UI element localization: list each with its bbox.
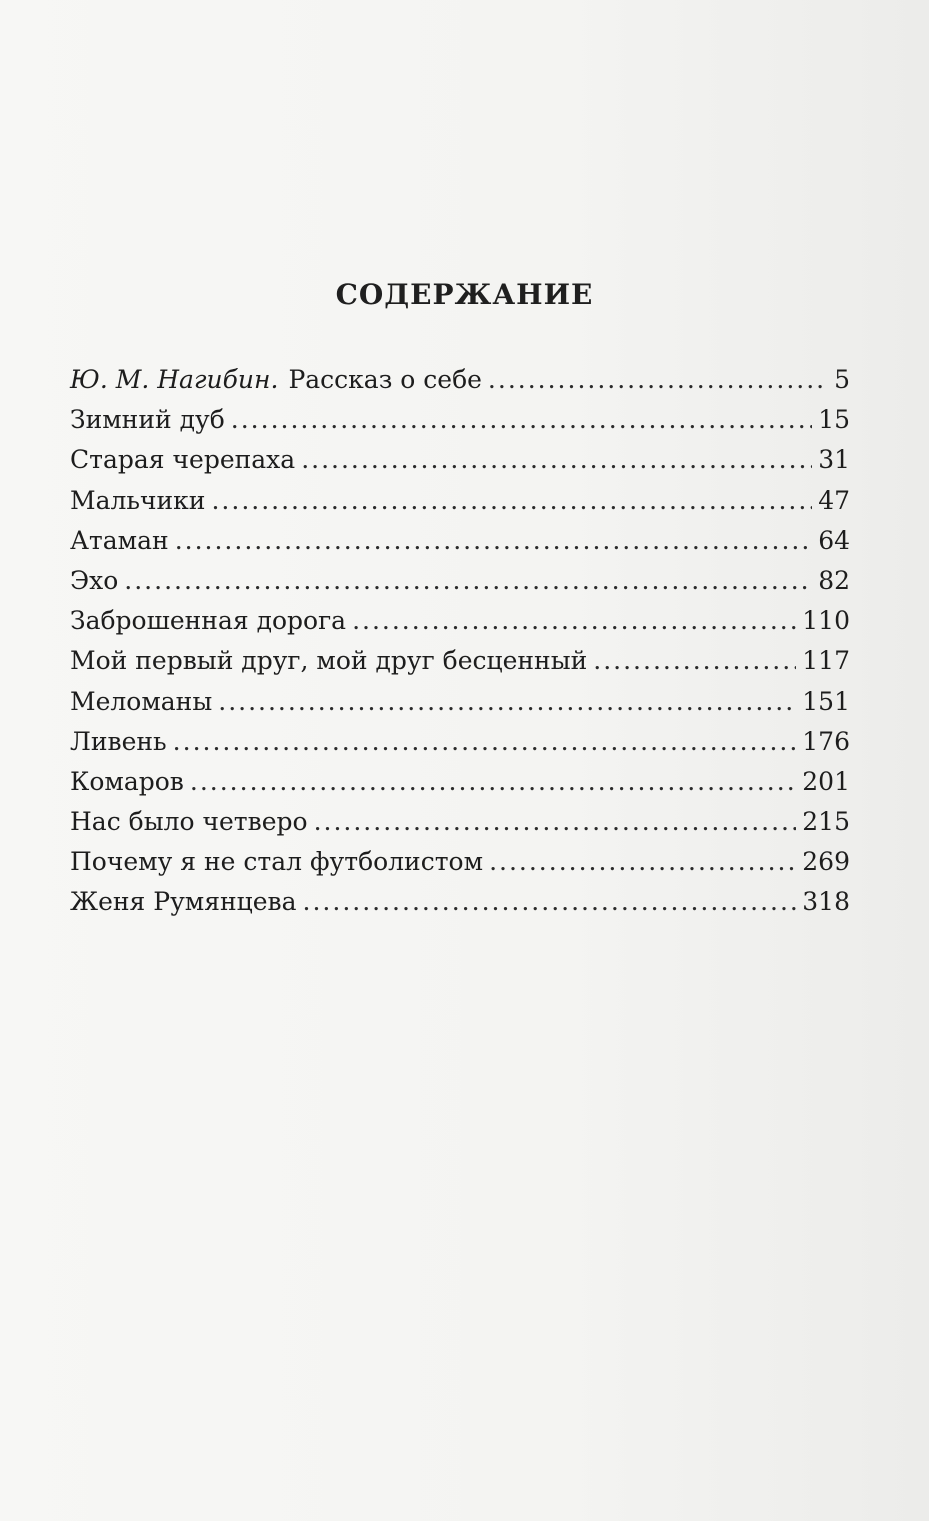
entry-page-number: 215: [802, 807, 850, 837]
entry-page-number: 47: [818, 485, 850, 515]
entry-page-number: 5: [834, 365, 850, 394]
page-title: СОДЕРЖАНИЕ: [335, 278, 594, 311]
dot-leader: [175, 521, 813, 561]
entry-page-number: 201: [802, 766, 850, 796]
dot-leader: [489, 842, 796, 882]
entry-page-number: 117: [802, 646, 850, 676]
entry-page-number: 82: [818, 565, 850, 595]
entry-page-number: 31: [818, 445, 850, 475]
toc-entry: [70, 360, 850, 400]
dot-leader: [231, 400, 812, 440]
entry-title: Атаман: [70, 525, 169, 555]
toc-entry: [70, 762, 850, 802]
toc-entry: [70, 521, 850, 561]
entry-title: Эхо: [70, 565, 119, 595]
entry-page-number: 151: [802, 686, 850, 716]
toc-entry: [70, 400, 850, 440]
dot-leader: [173, 722, 797, 762]
entry-title: Почему я не стал футболистом: [70, 847, 484, 877]
table-of-contents: [70, 360, 850, 923]
toc-entry: [70, 842, 850, 882]
entry-page-number: 269: [802, 847, 850, 877]
entry-title: Зимний дуб: [70, 405, 225, 435]
toc-entry: [70, 561, 850, 601]
entry-title: Мальчики: [70, 485, 206, 515]
entry-page-number: 110: [802, 606, 850, 636]
entry-page-number: 15: [818, 405, 850, 435]
toc-entry: [70, 682, 850, 722]
toc-entry: [70, 722, 850, 762]
entry-title: Мой первый друг, мой друг бесценный: [70, 646, 588, 676]
toc-entry: [70, 481, 850, 521]
entry-page-number: 64: [818, 525, 850, 555]
entry-title: Заброшенная дорога: [70, 606, 347, 636]
toc-entry: [70, 641, 850, 681]
entry-title: Ливень: [70, 726, 167, 756]
toc-entry: [70, 601, 850, 641]
dot-leader: [190, 762, 796, 802]
dot-leader: [301, 440, 812, 480]
dot-leader: [352, 601, 796, 641]
dot-leader: [593, 641, 796, 681]
entry-title: Меломаны: [70, 686, 213, 716]
dot-leader: [211, 481, 812, 521]
dot-leader: [303, 882, 797, 922]
entry-author: Ю. М. Нагибин.: [70, 365, 279, 394]
toc-entry: [70, 882, 850, 922]
entry-title: Женя Румянцева: [70, 887, 297, 917]
toc-entry: [70, 440, 850, 480]
toc-entry: [70, 802, 850, 842]
entry-title: Рассказ о себе: [288, 365, 482, 394]
dot-leader: [124, 561, 812, 601]
entry-page-number: 318: [802, 887, 850, 917]
entry-page-number: 176: [802, 726, 850, 756]
entry-title: Старая черепаха: [70, 445, 296, 475]
entry-title: Нас было четверо: [70, 807, 308, 837]
dot-leader: [314, 802, 797, 842]
dot-leader: [488, 360, 824, 400]
entry-title: Комаров: [70, 766, 184, 796]
dot-leader: [218, 682, 796, 722]
